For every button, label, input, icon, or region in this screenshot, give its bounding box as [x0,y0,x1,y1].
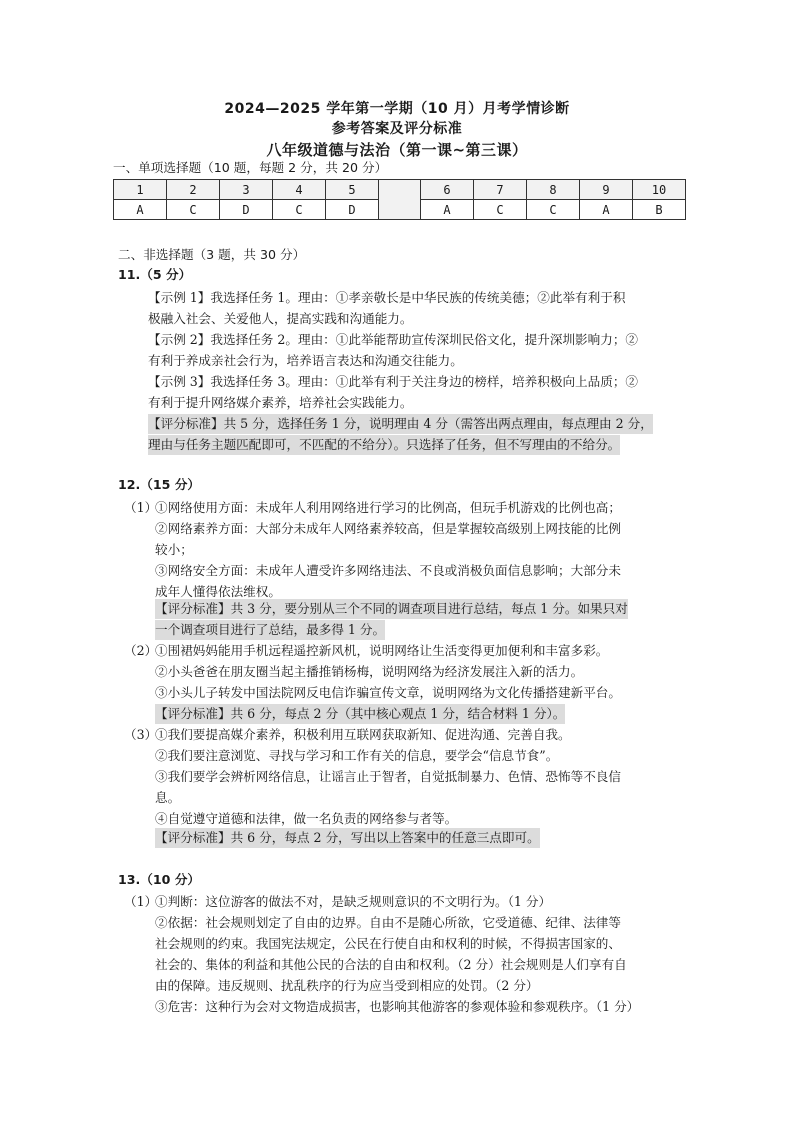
q11-line: 【示例 3】我选择任务 3。理由：①此举有利于关注身边的榜样，培养积极向上品质；② [148,374,639,389]
question-number: 7 [474,180,527,200]
q11-line: 【示例 2】我选择任务 2。理由：①此举能帮助宣传深圳民俗文化，提升深圳影响力；② [148,332,639,347]
q11-line: 【示例 1】我选择任务 1。理由：①孝亲敬长是中华民族的传统美德；②此举有利于积 [148,290,626,305]
q12-part1-line: 成年人懂得依法维权。 [155,584,281,599]
section1-heading: 一、单项选择题（10 题，每题 2 分，共 20 分） [113,160,388,175]
question-number: 10 [633,180,686,200]
q12-part1-score: 【评分标准】共 3 分，要分别从三个不同的调查项目进行总结，每点 1 分。如果只对 [155,599,628,619]
q12-part3-line: ③我们要学会辨析网络信息，让谣言止于智者，自觉抵制暴力、色情、恐怖等不良信 [155,769,621,784]
q12-part3-label: （3） [124,727,158,742]
q13-part1-label: （1） [124,894,158,909]
question-number: 9 [580,180,633,200]
q11-line: 有利于提升网络媒介素养，培养社会实践能力。 [148,395,413,410]
answer-cell: A [421,200,474,220]
q13-part1-line: 社会规则的约束。我国宪法规定，公民在行使自由和权利的时候，不得损害国家的、 [155,936,621,951]
q12-part1-line: ②网络素养方面：大部分未成年人网络素养较高，但是掌握较高级别上网技能的比例 [155,521,621,536]
q12-part2-line: ②小头爸爸在朋友圈当起主播推销杨梅，说明网络为经济发展注入新的活力。 [155,664,584,679]
question-number: 3 [220,180,273,200]
q12-part1-line: ①网络使用方面：未成年人利用网络进行学习的比例高，但玩手机游戏的比例也高； [155,500,621,515]
document-title: 2024—2025 学年第一学期（10 月）月考学情诊断 [224,101,570,117]
answer-cell: C [167,200,220,220]
question-number: 5 [326,180,379,200]
question-number-row [114,180,686,200]
answer-cell: C [273,200,326,220]
q12-part3-line: ④自觉遵守道德和法律，做一名负责的网络参与者等。 [155,811,458,826]
q12-part3-line: ①我们要提高媒介素养，积极利用互联网获取新知、促进沟通、完善自我。 [155,727,571,742]
q11-title: 11.（5 分） [118,267,192,282]
q11-score-standard: 理由与任务主题匹配即可，不匹配的不给分）。只选择了任务，但不写理由的不给分。 [148,435,620,455]
q12-part3-score: 【评分标准】共 6 分，每点 2 分，写出以上答案中的任意三点即可。 [155,828,540,848]
q13-part1-line: ③危害：这种行为会对文物造成损害，也影响其他游客的参观体验和参观秩序。（1 分） [155,999,640,1014]
question-number: 1 [114,180,167,200]
q12-part2-line: ①围裙妈妈能用手机远程遥控新风机，说明网络让生活变得更加便利和丰富多彩。 [155,643,609,658]
q11-line: 有利于养成亲社会行为，培养语言表达和沟通交往能力。 [148,353,463,368]
answer-cell: D [220,200,273,220]
question-number: 8 [527,180,580,200]
answer-cell: C [527,200,580,220]
q12-title: 12.（15 分） [118,477,201,492]
q11-line: 极融入社会、关爱他人，提高实践和沟通能力。 [148,311,413,326]
q12-part3-line: ②我们要注意浏览、寻找与学习和工作有关的信息，要学会“信息节食”。 [155,748,559,763]
answer-cell: A [580,200,633,220]
q12-part2-score: 【评分标准】共 6 分，每点 2 分（其中核心观点 1 分，结合材料 1 分）。 [155,704,565,724]
q13-part1-line: 社会的、集体的利益和其他公民的合法的自由和权利。（2 分）社会规则是人们享有自 [155,957,627,972]
q12-part1-line: 较小； [155,542,193,557]
q12-part1-score: 一个调查项目进行了总结，最多得 1 分。 [155,620,385,640]
table-spacer [379,180,421,220]
section2-heading: 二、非选择题（3 题，共 30 分） [118,247,306,262]
q12-part2-label: （2） [124,643,158,658]
q13-part1-line: ②依据：社会规则划定了自由的边界。自由不是随心所欲，它受道德、纪律、法律等 [155,915,621,930]
answer-table [113,179,686,220]
question-number: 2 [167,180,220,200]
answer-cell: A [114,200,167,220]
answer-cell: B [633,200,686,220]
q12-part1-label: （1） [124,500,158,515]
answer-cell: C [474,200,527,220]
q13-title: 13.（10 分） [118,872,201,887]
document-subtitle: 参考答案及评分标准 [331,121,463,137]
document-course-title: 八年级道德与法治（第一课~第三课） [266,141,528,159]
q12-part3-line: 息。 [155,790,181,805]
question-number: 6 [421,180,474,200]
q13-part1-line: ①判断：这位游客的做法不对，是缺乏规则意识的不文明行为。（1 分） [155,894,552,909]
q11-score-standard: 【评分标准】共 5 分，选择任务 1 分，说明理由 4 分（需答出两点理由，每点理由 2 分， [148,414,653,434]
answer-cell: D [326,200,379,220]
q12-part1-line: ③网络安全方面：未成年人遭受许多网络违法、不良或消极负面信息影响；大部分未 [155,563,621,578]
q12-part2-line: ③小头儿子转发中国法院网反电信诈骗宣传文章，说明网络为文化传播搭建新平台。 [155,685,621,700]
q13-part1-line: 由的保障。违反规则、扰乱秩序的行为应当受到相应的处罚。（2 分） [155,978,539,993]
question-number: 4 [273,180,326,200]
